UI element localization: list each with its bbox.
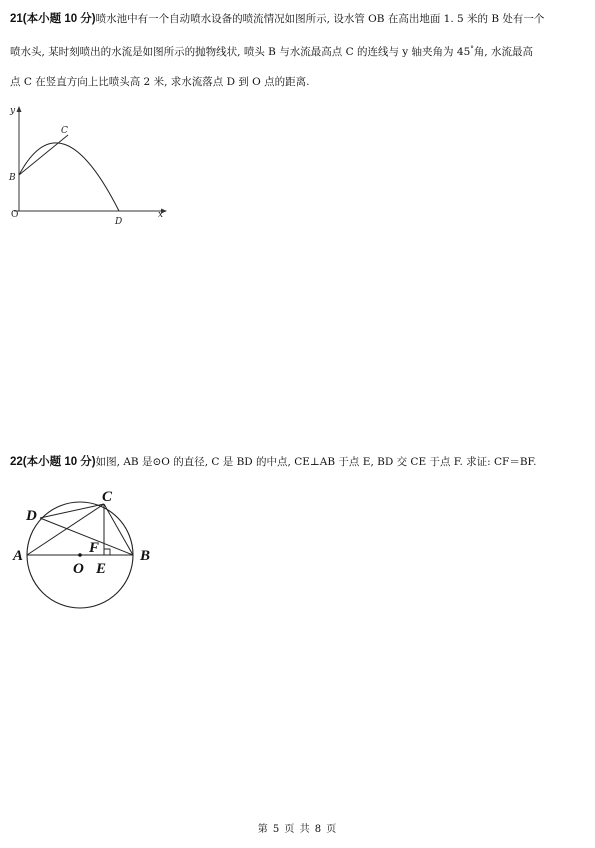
label-y: y bbox=[10, 106, 16, 116]
problem-21-text-2-end: 角, 水流最高 bbox=[473, 46, 533, 58]
label-f: F bbox=[89, 540, 100, 556]
label-b: B bbox=[9, 173, 16, 183]
problem-21 bbox=[10, 4, 585, 97]
label-c: C bbox=[102, 489, 113, 505]
problem-21-figure bbox=[8, 103, 173, 228]
problem-21-number: 21 bbox=[10, 13, 23, 25]
y-axis-arrow bbox=[17, 106, 22, 112]
label-d: D bbox=[115, 217, 123, 227]
label-a: A bbox=[13, 548, 24, 564]
problem-22-number: 22 bbox=[10, 456, 23, 468]
degree-mark: ° bbox=[470, 45, 474, 53]
label-e: E bbox=[96, 561, 107, 577]
chord-db bbox=[40, 518, 133, 555]
problem-22 bbox=[10, 447, 585, 477]
problem-22-score: (本小题 10 分) bbox=[22, 456, 96, 468]
segment-bc bbox=[19, 135, 68, 175]
problem-21-score: (本小题 10 分) bbox=[22, 13, 96, 25]
problem-21-line-2 bbox=[10, 34, 585, 67]
label-o: O bbox=[11, 210, 19, 220]
problem-21-text-2: 喷水头, 某时刻喷出的水流是如图所示的抛物线状, 喷头 B 与水流最高点 C 的连线与 y 轴夹角为 45 bbox=[10, 46, 471, 58]
right-angle-mark bbox=[104, 549, 110, 555]
label-x: x bbox=[158, 210, 164, 220]
problem-22-line-1 bbox=[10, 447, 585, 477]
chord-cb bbox=[104, 504, 133, 555]
label-d: D bbox=[26, 508, 37, 524]
label-c: C bbox=[61, 126, 68, 136]
problem-21-line-1 bbox=[10, 4, 585, 34]
center-point bbox=[78, 553, 82, 557]
problem-22-figure bbox=[8, 488, 160, 616]
problem-21-line-3: 点 C 在竖直方向上比喷头高 2 米, 求水流落点 D 到 O 点的距离. bbox=[10, 76, 310, 88]
label-b: B bbox=[140, 548, 151, 564]
page-footer: 第 5 页 共 8 页 bbox=[257, 824, 338, 835]
label-o: O bbox=[73, 561, 84, 577]
problem-22-text: 如图, AB 是⊙O 的直径, C 是 BD 的中点, CE⊥AB 于点 E, BD 交 CE 于点 F. 求证: CF＝BF. bbox=[95, 456, 537, 468]
water-parabola bbox=[19, 143, 119, 211]
problem-21-text-1: 喷水池中有一个自动喷水设备的喷流情况如图所示, 设水管 OB 在高出地面 1. 5 米的 B 处有一个 bbox=[95, 13, 545, 25]
